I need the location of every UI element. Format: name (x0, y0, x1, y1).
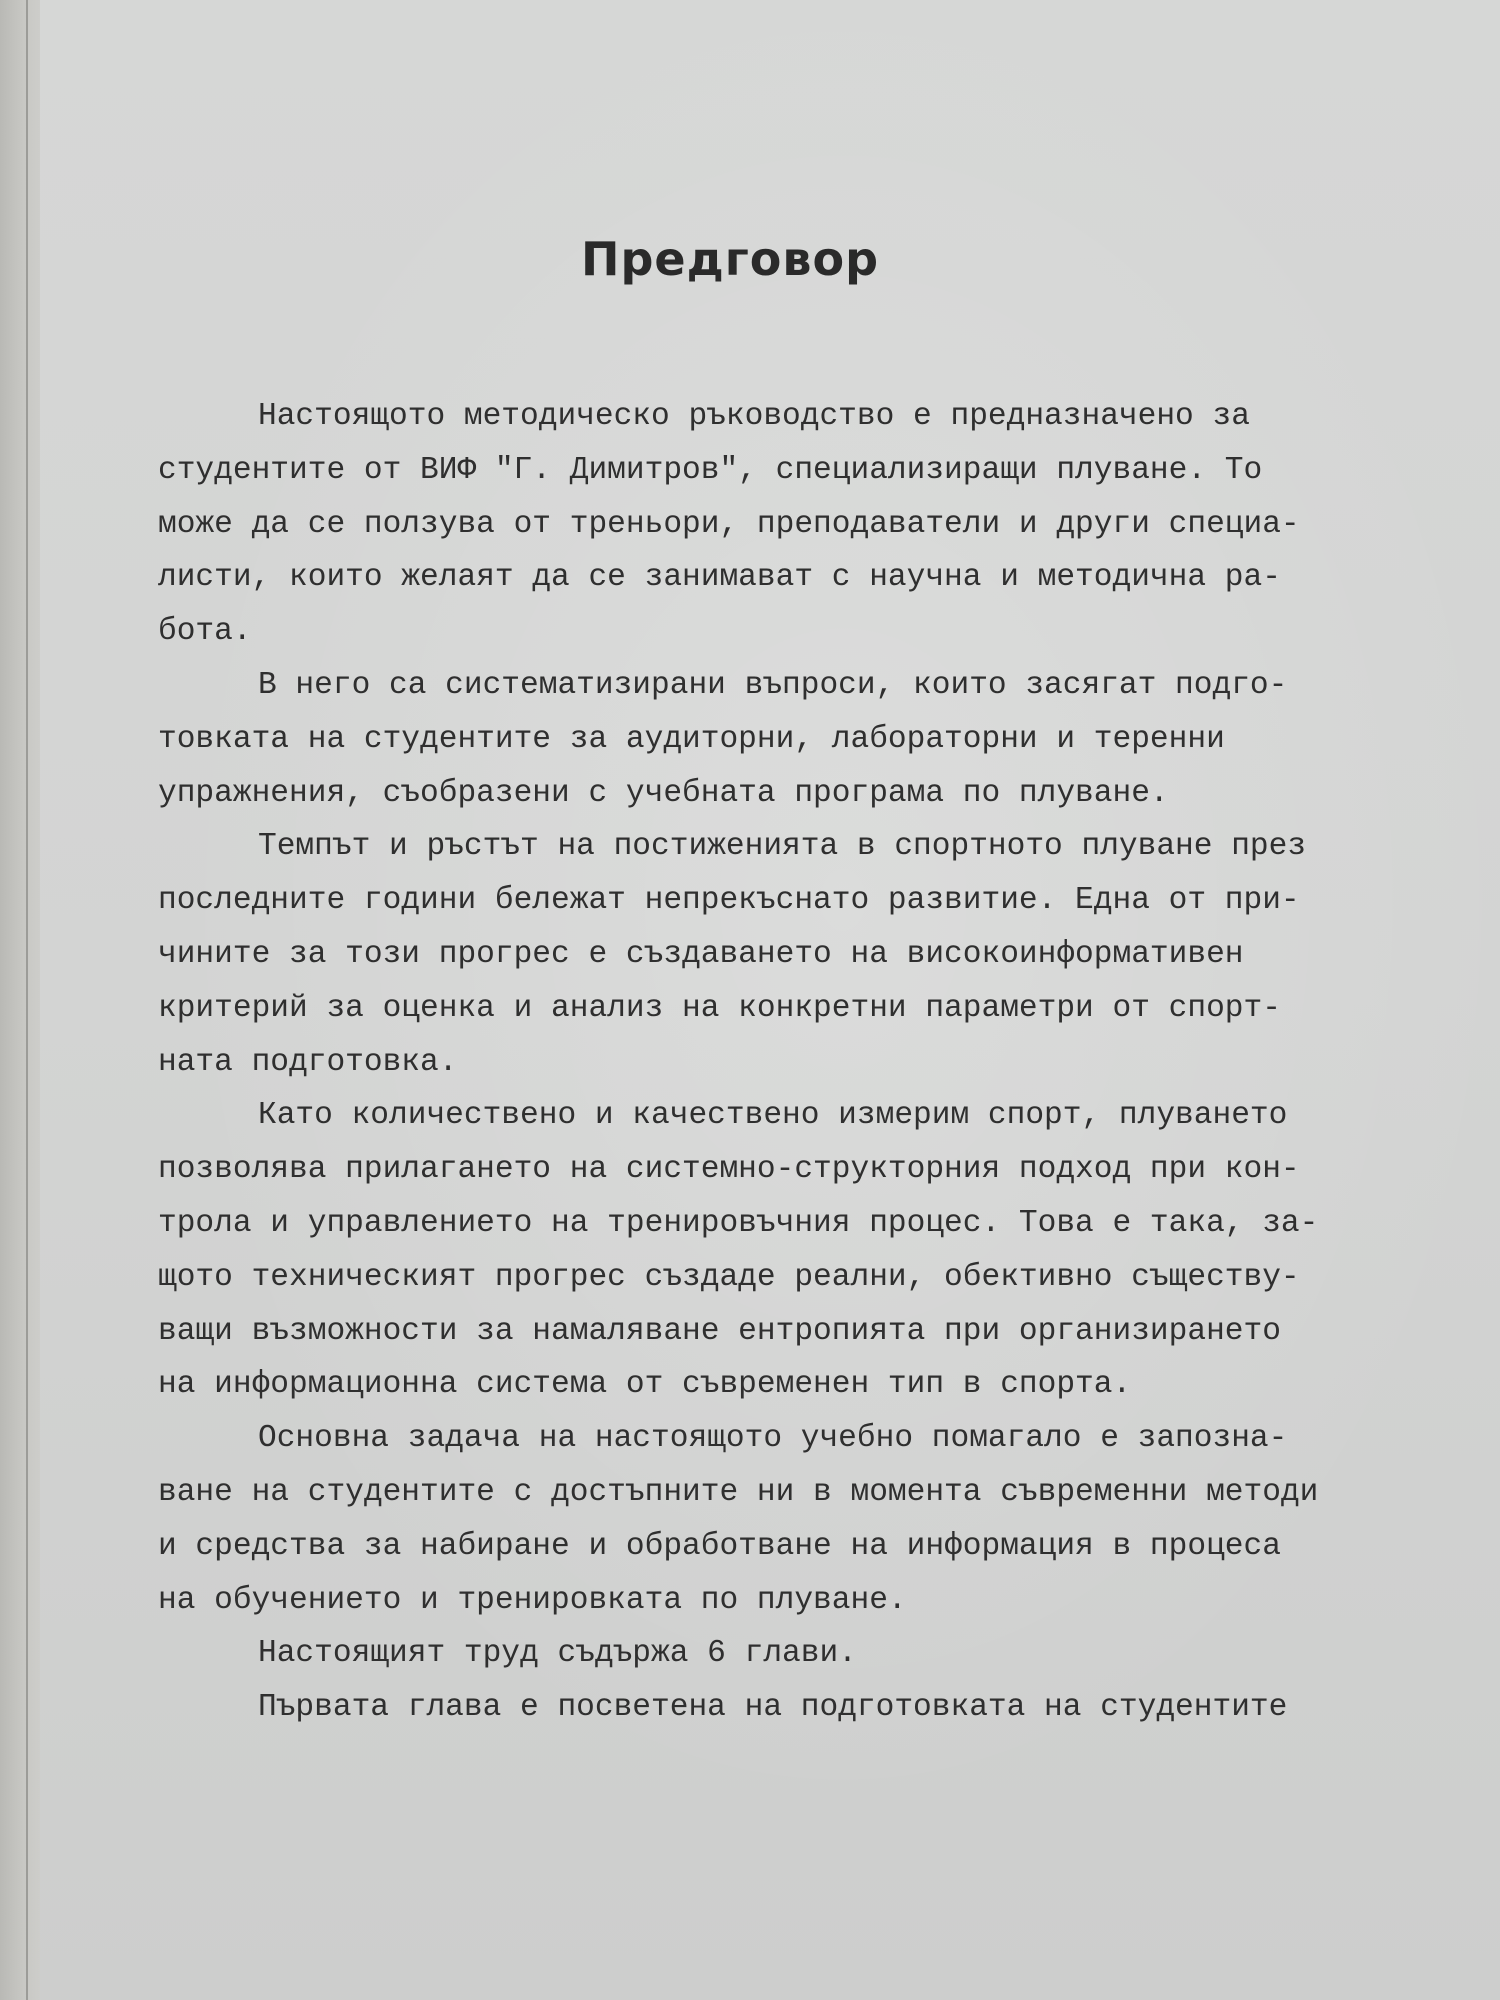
text-line: и средства за набиране и обработване на информация в процеса (158, 1528, 1281, 1564)
text-line: позволява прилагането на системно-структорния подход при кон- (158, 1152, 1300, 1188)
body-text (158, 390, 1418, 1735)
text-line: последните години бележат непрекъснато развитие. Една от при- (158, 883, 1300, 919)
text-line: бота. (158, 614, 252, 650)
text-line: В него са систематизирани въпроси, които засягат подго- (258, 667, 1288, 703)
text-line: щото техническият прогрес създаде реални, обективно съществу- (158, 1259, 1300, 1295)
document-page (40, 0, 1500, 2000)
text-line: Основна задача на настоящото учебно помагало е запозна- (258, 1421, 1288, 1457)
text-line: може да се ползува от треньори, преподаватели и други специа- (158, 506, 1300, 542)
text-line: на обучението и тренировката по плуване. (158, 1582, 907, 1618)
text-line: ване на студентите с достъпните ни в момента съвременни методи (158, 1474, 1319, 1510)
text-line: критерий за оценка и анализ на конкретни параметри от спорт- (158, 990, 1281, 1026)
text-line: Първата глава е посветена на подготовката на студентите (258, 1690, 1288, 1726)
page-spine (0, 0, 40, 2000)
text-line: трола и управлението на тренировъчния процес. Това е така, за- (158, 1205, 1319, 1241)
text-line: студентите от ВИФ "Г. Димитров", специализиращи плуване. То (158, 452, 1263, 488)
text-line: Настоящият труд съдържа 6 глави. (258, 1636, 857, 1672)
text-line: на информационна система от съвременен тип в спорта. (158, 1367, 1132, 1403)
text-line: Настоящото методическо ръководство е предназначено за (258, 399, 1250, 434)
text-line: Темпът и ръстът на постиженията в спортното плуване през (258, 829, 1307, 865)
text-line: ната подготовка. (158, 1044, 458, 1080)
text-line: чините за този прогрес е създаването на високоинформативен (158, 936, 1244, 972)
text-line: товката на студентите за аудиторни, лабораторни и теренни (158, 721, 1225, 757)
text-line: ващи възможности за намаляване ентропията при организирането (158, 1313, 1281, 1349)
text-line: упражнения, съобразени с учебната програма по плуване. (158, 775, 1169, 811)
binding-edge (26, 0, 28, 2000)
text-line: листи, които желаят да се занимават с научна и методична ра- (158, 560, 1281, 596)
page-title: Предговор (580, 232, 880, 286)
text-line: Като количествено и качествено измерим спорт, плуването (258, 1098, 1288, 1134)
